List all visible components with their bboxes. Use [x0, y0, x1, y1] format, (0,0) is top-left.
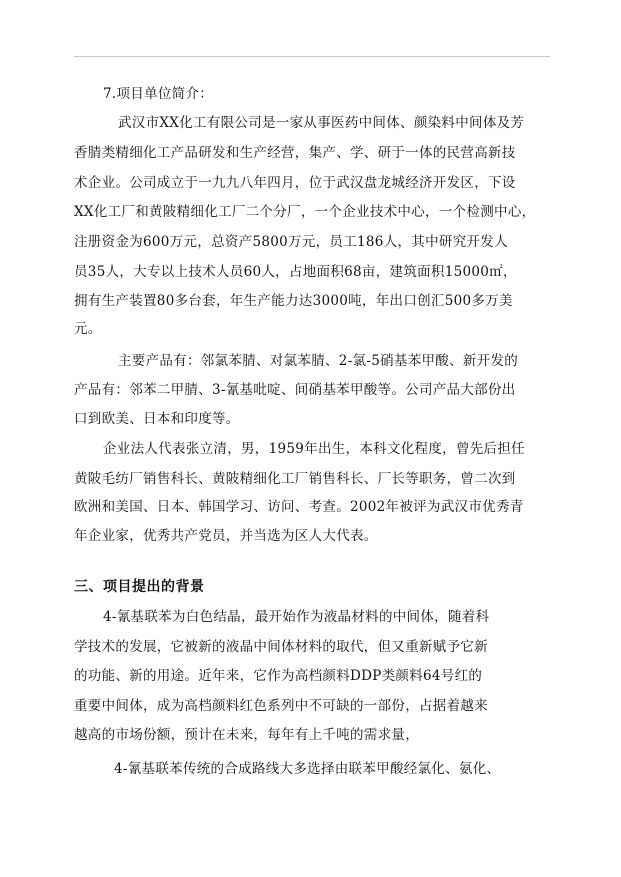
- section-3-heading: 三、项目提出的背景: [74, 579, 205, 595]
- s7-p3-line-2: 黄陂毛纺厂销售科长、黄陂精细化工厂销售科长、厂长等职务，曾二次到: [74, 471, 516, 487]
- s7-p1-line-8: 元。: [74, 321, 102, 337]
- s7-p1-line-6: 员35人，大专以上技术人员60人，占地面积68亩，建筑面积15000㎡，: [74, 264, 517, 280]
- s7-p3-line-1: 企业法人代表张立清，男，1959年出生，本科文化程度，曾先后担任: [103, 441, 525, 457]
- section-7-title: 7.项目单位简介：: [103, 86, 214, 102]
- header-rule: [74, 56, 550, 57]
- s7-p1-line-1: 武汉市XX化工有限公司是一家从事医药中间体、颜染料中间体及芳: [118, 115, 525, 131]
- s3-p1-line-5: 越高的市场份额，预计在未来，每年有上千吨的需求量，: [74, 727, 419, 743]
- s7-p1-line-7: 拥有生产装置80多台套，年生产能力达3000吨，年出口创汇500多万美: [74, 293, 513, 309]
- s3-p1-line-4: 重要中间体，成为高档颜料红色系列中不可缺的一部份，占据着越来: [74, 698, 488, 714]
- s7-p2-line-2: 产品有：邻苯二甲腈、3-氰基吡啶、间硝基苯甲酸等。公司产品大部份出: [74, 382, 516, 398]
- s3-p1-line-3: 的功能、新的用途。近年来，它作为高档颜料DDP类颜料64号红的: [74, 668, 483, 684]
- s7-p3-line-4: 年企业家，优秀共产党员，并当选为区人大代表。: [74, 528, 378, 544]
- s3-p1-line-2: 学技术的发展，它被新的液晶中间体材料的取代，但又重新赋予它新: [74, 639, 488, 655]
- s7-p1-line-4: XX化工厂和黄陂精细化工厂二个分厂，一个企业技术中心，一个检测中心，: [74, 204, 536, 220]
- s7-p2-line-1: 主要产品有：邻氯苯腈、对氯苯腈、2-氯-5硝基苯甲酸、新开发的: [118, 353, 519, 369]
- s3-p2-line-1: 4-氰基联苯传统的合成路线大多选择由联苯甲酸经氯化、氨化、: [114, 761, 501, 777]
- s7-p1-line-3: 术企业。公司成立于一九九八年四月，位于武汉盘龙城经济开发区，下设: [74, 175, 516, 191]
- s7-p3-line-3: 欧洲和美国、日本、韩国学习、访问、考查。2002年被评为武汉市优秀青: [74, 499, 524, 515]
- s7-p1-line-2: 香腈类精细化工产品研发和生产经营，集产、学、研于一体的民营高新技: [74, 145, 516, 161]
- s7-p2-line-3: 口到欧美、日本和印度等。: [74, 411, 240, 427]
- s3-p1-line-1: 4-氰基联苯为白色结晶，最开始作为液晶材料的中间体，随着科: [103, 609, 490, 625]
- s7-p1-line-5: 注册资金为600万元，总资产5800万元，员工186人，其中研究开发人: [74, 234, 508, 250]
